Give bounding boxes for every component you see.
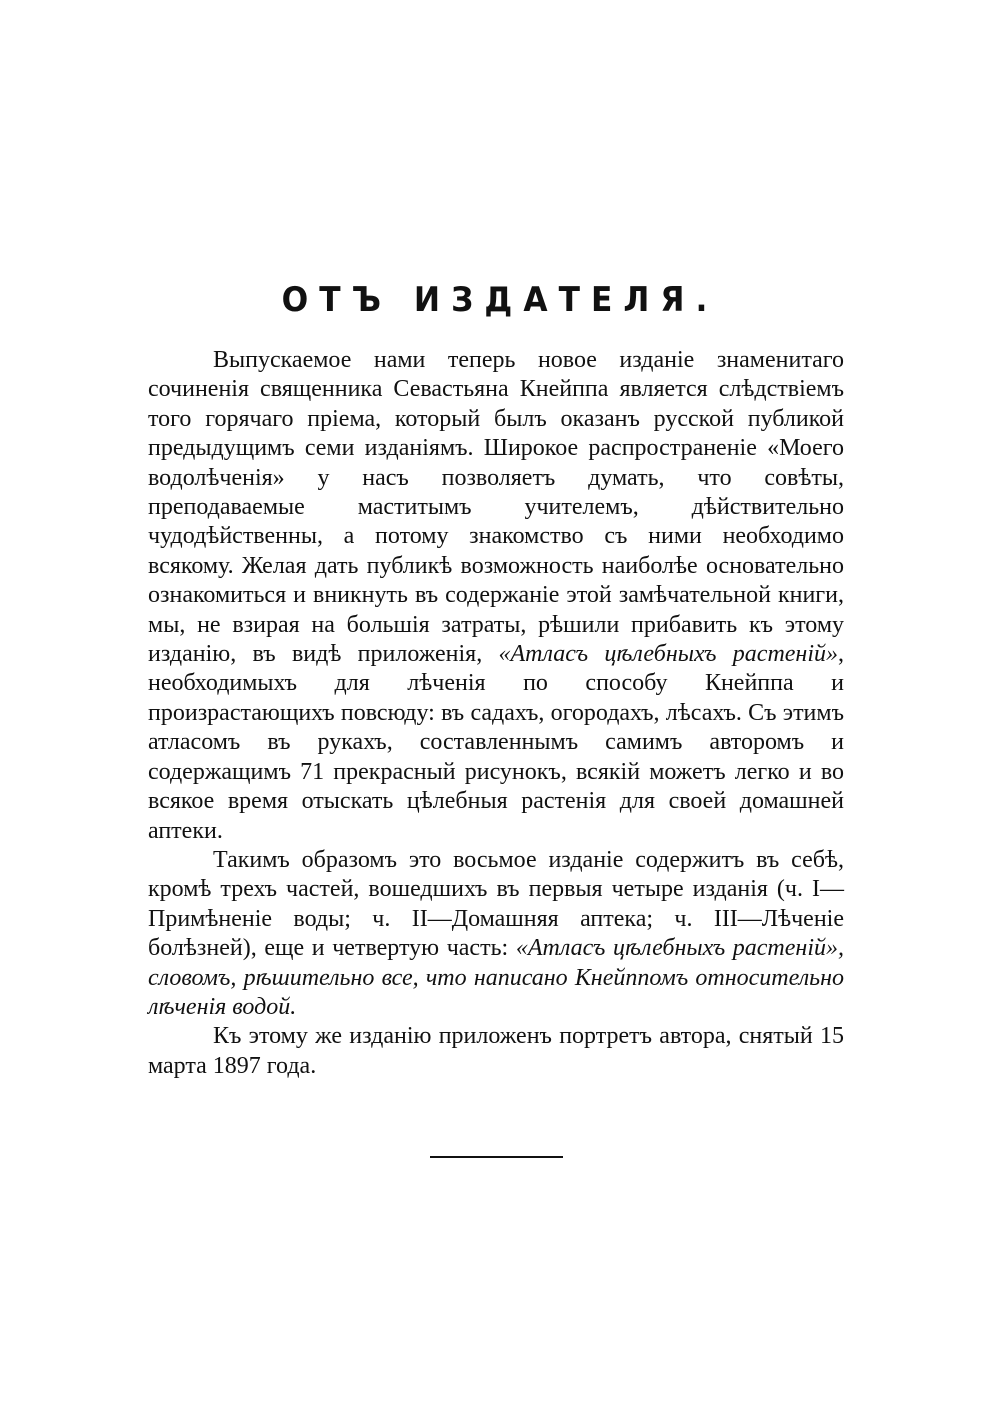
paragraph-2-text-a: Такимъ образомъ это восьмое изданiе содержитъ въ себѣ, кромѣ трехъ частей, вошедшихъ въ первыя четыре изданiя (ч. I—Примѣненiе воды; ч. II—Домашняя аптека; ч. III—Лѣченiе болѣзней), еще и четвертую часть: bbox=[148, 846, 844, 962]
page-title: ОТЪ ИЗДАТЕЛЯ. bbox=[281, 280, 719, 320]
paragraph-3 bbox=[148, 1022, 844, 1081]
paragraph-1 bbox=[148, 346, 844, 846]
closing-rule bbox=[430, 1156, 563, 1158]
paragraph-2 bbox=[148, 846, 844, 1022]
publisher-foreword bbox=[148, 346, 844, 1081]
paragraph-1-text-a: Выпускаемое нами теперь новое изданiе знаменитаго сочиненiя священника Севастьяна Кнейппа является слѣдствiемъ того горячаго прiема, который былъ оказанъ русской публикой предыдущимъ семи изданiямъ. Широкое распространенiе «Моего водолѣченiя» у насъ позволяетъ думать, что совѣты, преподаваемые маститымъ учителемъ, дѣйствительно чудодѣйственны, а потому знакомство съ ними необходимо всякому. Желая дать публикѣ возможность наиболѣе основательно ознакомиться и вникнуть въ содержанiе этой замѣчательной книги, мы, не взирая на большiя затраты, рѣшили прибавить къ этому изданiю, въ видѣ приложенiя, bbox=[148, 347, 844, 668]
paragraph-2-italic: «Атласъ цѣлебныхъ растенiй», словомъ, рѣшительно все, что написано Кнейппомъ относительно лѣченiя водой. bbox=[148, 935, 844, 1020]
paragraph-1-italic: «Атласъ цѣлебныхъ растенiй» bbox=[498, 641, 839, 668]
paragraph-3-text: Къ этому же изданiю приложенъ портретъ автора, снятый 15 марта 1897 года. bbox=[148, 1023, 844, 1079]
paragraph-1-text-b: , необходимыхъ для лѣченiя по способу Кнейппа и произрастающихъ повсюду: въ садахъ, огородахъ, лѣсахъ. Съ этимъ атласомъ въ рукахъ, составленнымъ самимъ авторомъ и содержащимъ 71 прекрасный рисунокъ, всякiй можетъ легко и во всякое время отыскать цѣлебныя растенiя для своей домашней аптеки. bbox=[148, 641, 845, 844]
